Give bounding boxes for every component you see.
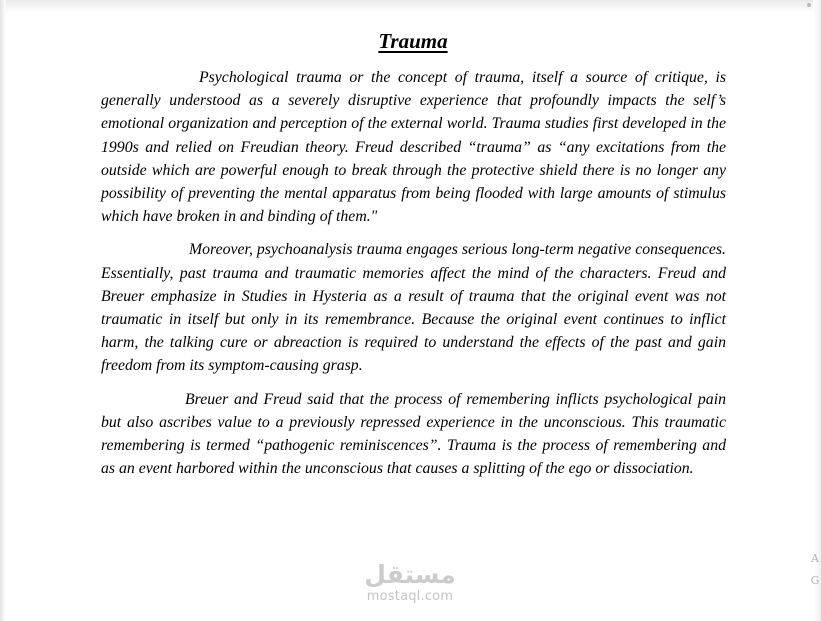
paragraph-2: Moreover, psychoanalysis trauma engages serious long-term negative consequences. Essentially, past trauma and traumatic memories affect the mind of the characters. Freud and Breuer emphasize in Studies in Hysteria as a result of trauma that the original event was not traumatic in itself but only in its remembrance. Because the original event continues to inflict harm, the talking cure or abreaction is required to understand the effects of the past and gain freedom from its symptom-causing grasp. (101, 241, 726, 375)
edge-marks (810, 548, 820, 592)
paragraph-3: Breuer and Freud said that the process of remembering inflicts psychological pain but also ascribes value to a previously repressed experience in the unconscious. This traumatic remembering is termed “pathogenic reminiscences”. Trauma is the process of remembering and as an event harbored within the unconscious that causes a splitting of the ego or dissociation. (101, 390, 726, 478)
corner-dot-icon (807, 3, 811, 7)
paragraph-1: Psychological trauma or the concept of trauma, itself a source of critique, is generally understood as a severely disruptive experience that profoundly impacts the self’s emotional organization and perception of the external world. Trauma studies first developed in the 1990s and relied on Freudian theory. Freud described “trauma” as “any excitations from the outside which are powerful enough to break through the protective shield there is no longer any possibility of preventing the mental apparatus from being flooded with large amounts of stimulus which have broken in and binding of them." (101, 69, 726, 226)
document-body (101, 66, 726, 490)
watermark-logo: مستقل (364, 560, 456, 589)
page-left-shadow (0, 0, 6, 621)
page-top-shadow (0, 0, 821, 12)
edge-mark-a: A (811, 552, 819, 565)
watermark-url: mostaql.com (366, 589, 454, 604)
page-right-edge (813, 0, 821, 621)
document-title: Trauma (378, 29, 448, 53)
watermark (345, 560, 475, 612)
edge-mark-g: G (810, 574, 820, 587)
